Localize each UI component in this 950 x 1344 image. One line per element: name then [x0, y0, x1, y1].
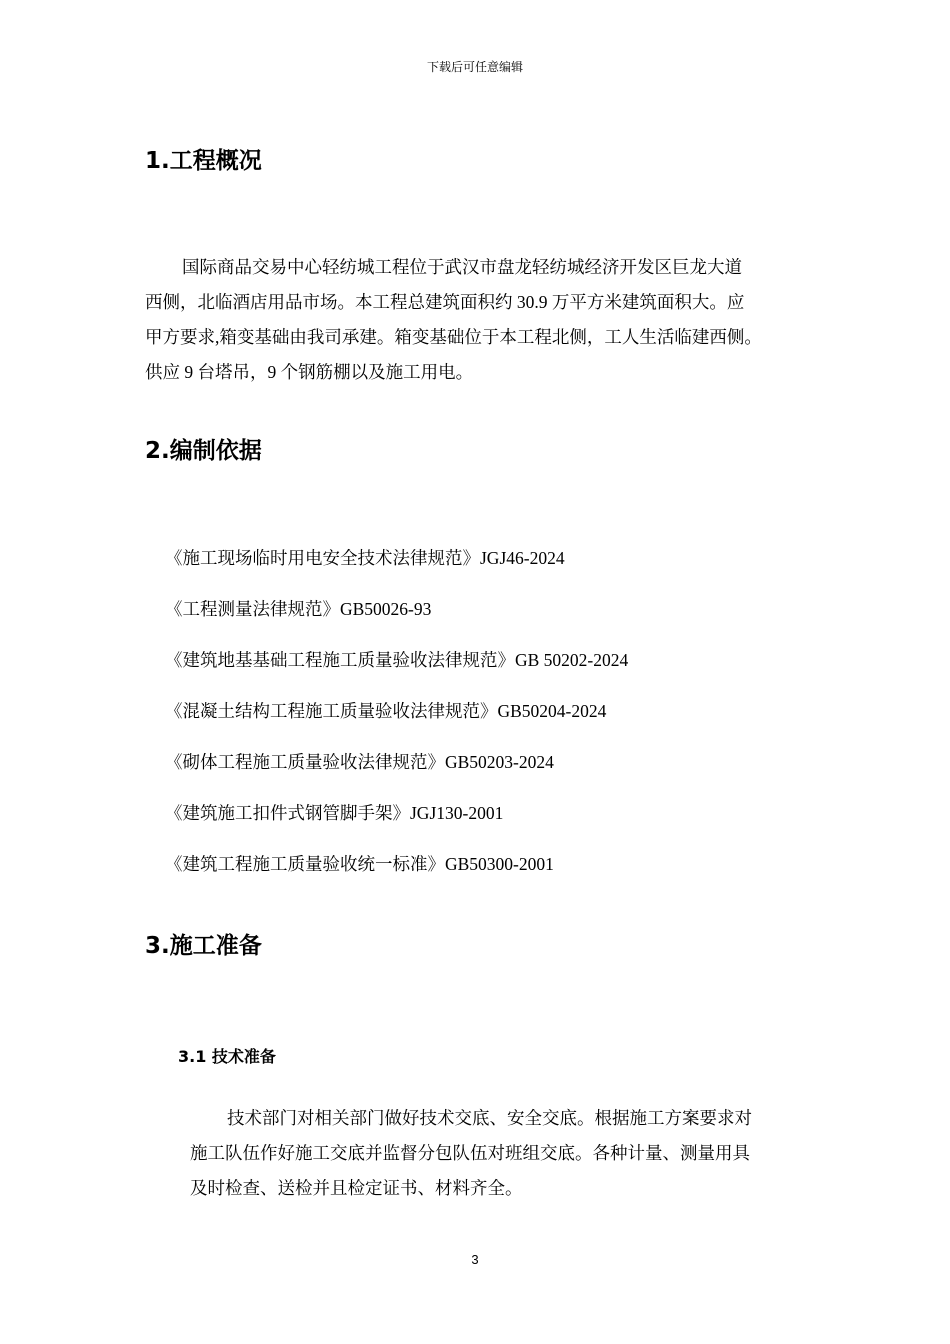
paragraph-line: 施工队伍作好施工交底并监督分包队伍对班组交底。各种计量、测量用具	[190, 1143, 750, 1163]
paragraph-line: 技术部门对相关部门做好技术交底、安全交底。根据施工方案要求对	[227, 1108, 752, 1128]
paragraph-line: 供应 9 台塔吊，9 个钢筋棚以及施工用电。	[145, 362, 474, 382]
header-note: 下载后可任意编辑	[426, 60, 523, 74]
subsection-3-1-heading: 3.1 技术准备	[178, 1047, 276, 1066]
paragraph-line: 西侧，北临酒店用品市场。本工程总建筑面积约 30.9 万平方米建筑面积大。应	[145, 292, 745, 312]
reference-item: 《建筑工程施工质量验收统一标准》GB50300-2001	[165, 854, 554, 874]
paragraph-line: 甲方要求,箱变基础由我司承建。箱变基础位于本工程北侧，工人生活临建西侧。	[145, 327, 762, 347]
paragraph-line: 及时检查、送检并且检定证书、材料齐全。	[190, 1178, 523, 1198]
section-1-heading: 1.工程概况	[145, 148, 262, 174]
reference-item: 《混凝土结构工程施工质量验收法律规范》GB50204-2024	[165, 701, 607, 721]
reference-item: 《建筑施工扣件式钢管脚手架》JGJ130-2001	[165, 803, 504, 823]
subsection-3-1-paragraph	[190, 1101, 752, 1206]
reference-item: 《砌体工程施工质量验收法律规范》GB50203-2024	[165, 752, 554, 772]
reference-item: 《建筑地基基础工程施工质量验收法律规范》GB 50202-2024	[165, 650, 629, 670]
reference-item: 《工程测量法律规范》GB50026-93	[165, 599, 432, 619]
paragraph-line: 国际商品交易中心轻纺城工程位于武汉市盘龙轻纺城经济开发区巨龙大道	[182, 257, 742, 277]
section-1-paragraph	[145, 250, 762, 390]
reference-item: 《施工现场临时用电安全技术法律规范》JGJ46-2024	[165, 548, 565, 568]
section-3-heading: 3.施工准备	[145, 933, 262, 959]
page-number: 3	[471, 1252, 479, 1267]
section-2-heading: 2.编制依据	[145, 438, 262, 464]
reference-list	[165, 543, 628, 900]
